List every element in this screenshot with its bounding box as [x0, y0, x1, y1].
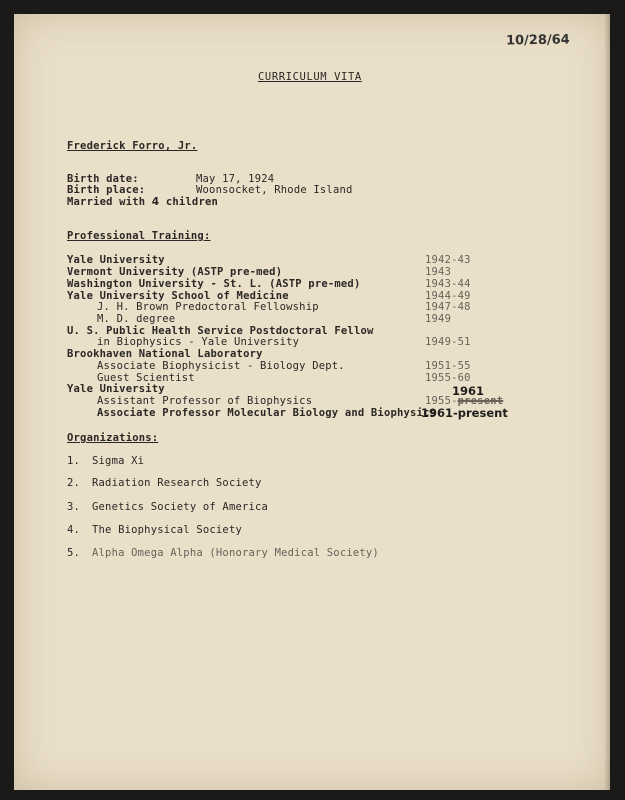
training-row: Associate Biophysicist - Biology Dept. — [97, 360, 345, 372]
birth-place-label: Birth place: — [67, 184, 146, 196]
training-years: 1949-51 — [425, 336, 471, 348]
training-row: Yale University — [67, 383, 165, 395]
training-years: 1951-55 — [425, 360, 471, 372]
org-name: The Biophysical Society — [92, 524, 242, 536]
training-years: 1942-43 — [425, 254, 471, 266]
training-years: 1943 — [425, 266, 452, 278]
org-name: Genetics Society of America — [92, 501, 269, 513]
org-name: Alpha Omega Alpha (Honorary Medical Society) — [92, 547, 379, 559]
training-row: Guest Scientist — [97, 372, 195, 384]
handwritten-year: 1961 — [452, 384, 485, 398]
struck-word: present — [457, 395, 504, 407]
training-years: 1955- — [425, 395, 458, 407]
org-number: 4. — [67, 524, 81, 536]
training-row: Associate Professor Molecular Biology and Biophysics — [97, 407, 437, 419]
org-number: 3. — [67, 501, 81, 513]
training-row: J. H. Brown Predoctoral Fellowship — [97, 301, 319, 313]
married-line — [67, 196, 218, 208]
document-title: CURRICULUM VITA — [258, 71, 362, 83]
page-edge-shadow — [604, 14, 610, 790]
training-row: Assistant Professor of Biophysics — [97, 395, 313, 407]
training-row: U. S. Public Health Service Postdoctoral Fellow — [67, 325, 374, 337]
training-row: Yale University School of Medicine — [67, 290, 289, 302]
org-number: 5. — [67, 547, 81, 559]
org-number: 1. — [67, 455, 81, 467]
training-row: Brookhaven National Laboratory — [67, 348, 263, 360]
organizations-heading: Organizations: — [67, 432, 159, 444]
children-count: 4 — [151, 196, 160, 208]
birth-date-value: May 17, 1924 — [196, 173, 275, 185]
handwritten-date: 10/28/64 — [505, 32, 570, 49]
document-page — [14, 14, 610, 790]
org-number: 2. — [67, 477, 81, 489]
training-row: in Biophysics - Yale University — [97, 336, 300, 348]
married-label: Married with — [67, 196, 146, 208]
training-row: M. D. degree — [97, 313, 176, 325]
training-years: 1947-48 — [425, 301, 471, 313]
training-years: 1955-60 — [425, 372, 471, 384]
birth-date-label: Birth date: — [67, 173, 139, 185]
training-years: 1949 — [425, 313, 452, 325]
training-row: Vermont University (ASTP pre-med) — [67, 266, 283, 278]
training-row: Yale University — [67, 254, 165, 266]
training-years: 1943-44 — [425, 278, 471, 290]
handwritten-years: 1961-present — [421, 406, 508, 420]
org-name: Sigma Xi — [92, 455, 145, 467]
training-years: 1944-49 — [425, 290, 471, 302]
training-heading: Professional Training: — [67, 230, 211, 242]
training-row: Washington University - St. L. (ASTP pre-med) — [67, 278, 361, 290]
org-name: Radiation Research Society — [92, 477, 262, 489]
children-label: children — [165, 196, 219, 208]
birth-place-value: Woonsocket, Rhode Island — [196, 184, 353, 196]
person-name: Frederick Forro, Jr. — [67, 140, 198, 152]
